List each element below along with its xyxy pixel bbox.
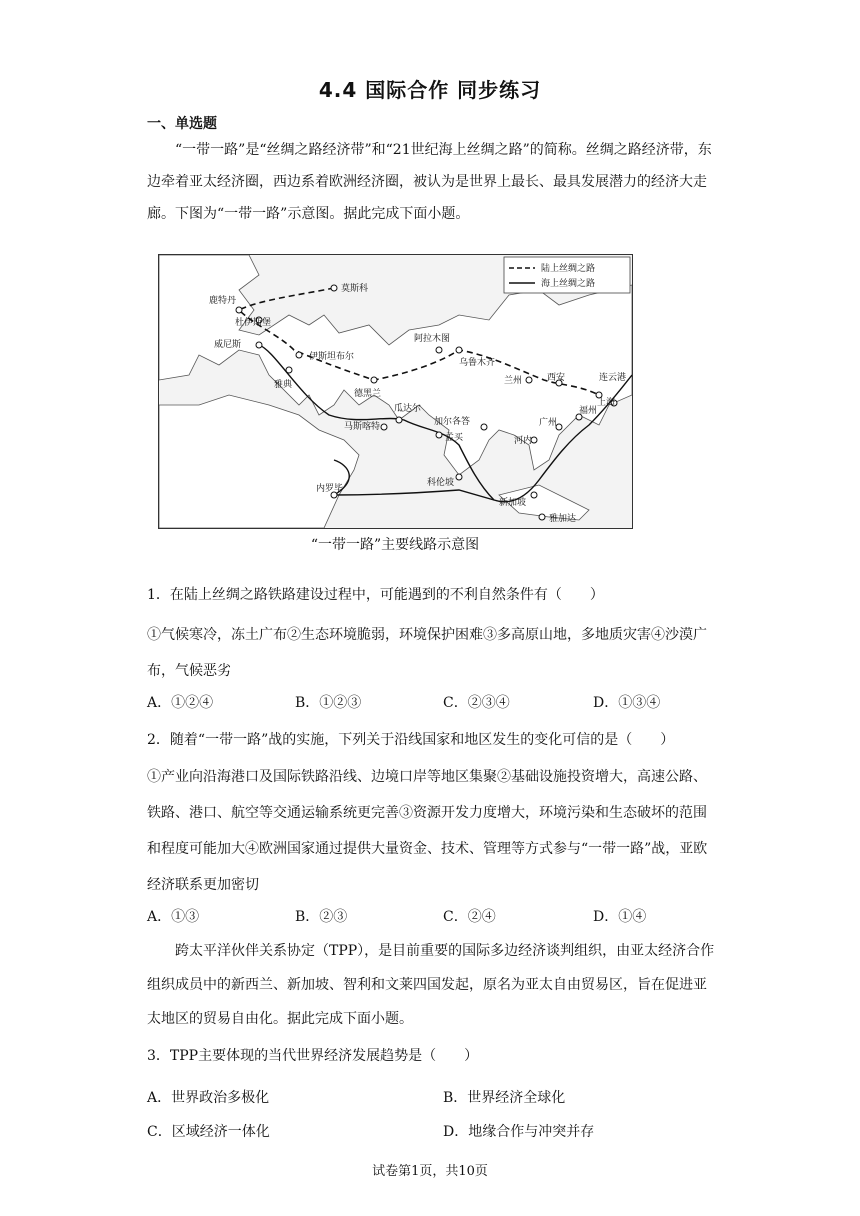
city-venice: 威尼斯: [214, 340, 242, 350]
q3-option-d[interactable]: D．地缘合作与冲突并存: [443, 1124, 595, 1140]
legend-land-label: 陆上丝绸之路: [541, 264, 596, 274]
city-xian: 西安: [547, 373, 566, 383]
city-guangzhou: 广州: [539, 418, 558, 428]
q3-stem: 3．TPP主要体现的当代世界经济发展趋势是（ ）: [147, 1048, 479, 1064]
city-shanghai: 上海: [597, 398, 616, 408]
city-fuzhou: 福州: [579, 406, 598, 416]
map-caption: “一带一路”主要线路示意图: [310, 537, 480, 553]
q1-description: ①气候寒冷，冻土广布②生态环境脆弱，环境保护困难③多高原山地，多地质灾害④沙漠广布，气候恶劣: [147, 627, 707, 679]
city-gwadar: 瓜达尔: [394, 404, 422, 414]
section-heading: 一、单选题: [147, 116, 217, 132]
city-colombo: 科伦坡: [427, 478, 455, 488]
q1-option-a[interactable]: A．①②④: [147, 695, 214, 711]
city-almaty: 阿拉木图: [414, 334, 451, 344]
city-mumbai: 孟买: [445, 433, 464, 443]
city-hanoi: 河内: [514, 436, 533, 446]
city-athens: 雅典: [274, 380, 293, 390]
page-footer: 试卷第1页，共10页: [372, 1164, 488, 1179]
city-tehran: 德黑兰: [354, 389, 382, 399]
belt-road-map: [158, 254, 633, 529]
q1-stem: 1．在陆上丝绸之路铁路建设过程中，可能遇到的不利自然条件有（ ）: [147, 587, 604, 603]
intro-paragraph-1: “一带一路”是“丝绸之路经济带”和“21世纪海上丝绸之路”的简称。丝绸之路经济带，东边牵着亚太经济圈，西边系着欧洲经济圈，被认为是世界上最长、最具发展潜力的经济大走廊。下图为“一带一路”示意图。据此完成下面小题。: [147, 142, 712, 222]
city-moscow: 莫斯科: [341, 284, 369, 294]
legend-sea-label: 海上丝绸之路: [541, 279, 596, 289]
city-lianyungang: 连云港: [599, 373, 627, 383]
page-title: 4.4 国际合作 同步练习: [318, 78, 542, 102]
q3-option-c[interactable]: C．区域经济一体化: [147, 1124, 270, 1140]
q1-option-c[interactable]: C．②③④: [443, 695, 510, 711]
city-muscat: 马斯喀特: [344, 422, 381, 432]
city-nairobi: 内罗毕: [316, 484, 344, 494]
q2-option-b[interactable]: B．②③: [295, 909, 348, 925]
intro-paragraph-2: 跨太平洋伙伴关系协定（TPP），是目前重要的国际多边经济谈判组织，由亚太经济合作组织成员中的新西兰、新加坡、智利和文莱四国发起，原名为亚太自由贸易区，旨在促进亚太地区的贸易自由化。据此完成下面小题。: [147, 943, 715, 1027]
city-duisburg: 杜伊斯堡: [235, 318, 272, 328]
city-kolkata: 加尔各答: [434, 417, 471, 427]
q3-option-b[interactable]: B．世界经济全球化: [443, 1090, 566, 1106]
q2-stem: 2．随着“一带一路”战的实施，下列关于沿线国家和地区发生的变化可信的是（ ）: [147, 732, 675, 748]
q3-option-a[interactable]: A．世界政治多极化: [147, 1090, 270, 1106]
city-singapore: 新加坡: [499, 498, 527, 508]
city-urumqi: 乌鲁木齐: [459, 358, 496, 368]
q2-option-a[interactable]: A．①③: [147, 909, 200, 925]
city-rotterdam: 鹿特丹: [209, 296, 237, 306]
city-istanbul: 伊斯坦布尔: [309, 352, 355, 362]
city-jakarta: 雅加达: [549, 514, 577, 524]
q1-option-d[interactable]: D．①③④: [593, 695, 661, 711]
q2-description: ①产业向沿海港口及国际铁路沿线、边境口岸等地区集聚②基础设施投资增大，高速公路、铁路、港口、航空等交通运输系统更完善③资源开发力度增大，环境污染和生态破坏的范围和程度可能加大④欧洲国家通过提供大量资金、技术、管理等方式参与“一带一路”战，亚欧经济联系更加密切: [147, 769, 708, 893]
q2-option-d[interactable]: D．①④: [593, 909, 647, 925]
city-lanzhou: 兰州: [504, 376, 523, 386]
q1-option-b[interactable]: B．①②③: [295, 695, 362, 711]
q2-option-c[interactable]: C．②④: [443, 909, 496, 925]
